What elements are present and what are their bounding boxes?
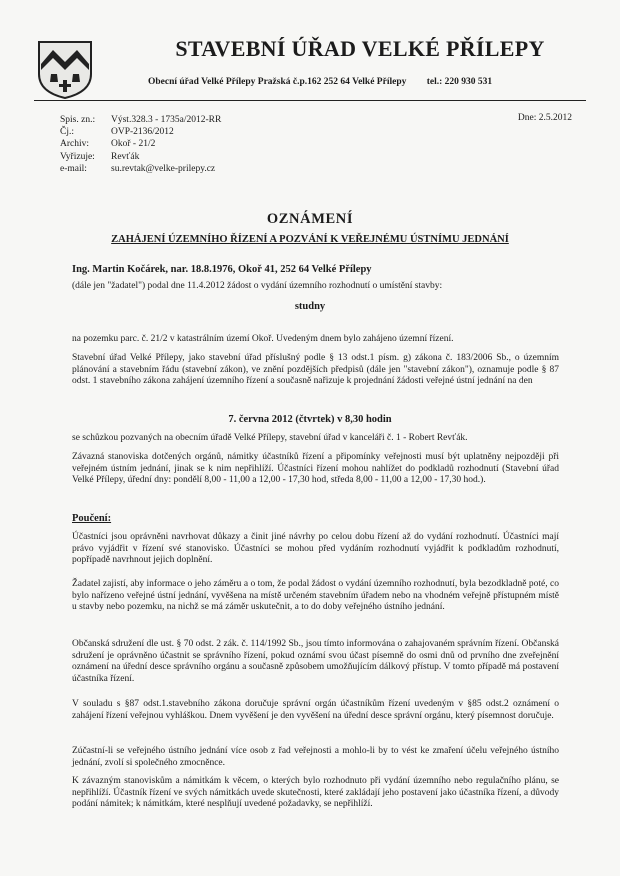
header-divider	[34, 100, 586, 101]
archiv-value: Okoř - 21/2	[111, 139, 156, 150]
phone-text: tel.: 220 930 531	[426, 77, 493, 87]
archiv-label: Archiv:	[60, 139, 90, 150]
cj-value: OVP-2136/2012	[111, 127, 174, 138]
address-text: Obecní úřad Velké Přílepy Pražská č.p.162 252 64 Velké Přílepy	[148, 77, 407, 87]
document-date: Dne: 2.5.2012	[517, 113, 572, 123]
instructions-heading: Poučení:	[72, 513, 112, 524]
cj-label: Čj.:	[60, 127, 74, 138]
meeting-date: 7. června 2012 (čtvrtek) v 8,30 hodin	[228, 414, 392, 425]
vyrizuje-value: Revťák	[111, 151, 140, 162]
reference-block	[60, 114, 221, 175]
paragraph-instruction-4: V souladu s §87 odst.1.stavebního zákona doručuje správní orgán účastníkům řízení uvedeným v §85 odst.2 oznámení o zahájení řízení veřejnou vyhláškou. Dnem vyvěšení je den vyvěšení na úřední desce správní orgánu, který písemnost doručuje.	[72, 699, 559, 721]
paragraph-office: Stavební úřad Velké Přílepy, jako stavební úřad příslušný podle § 13 odst.1 písm. g) zákona č. 183/2006 Sb., o územním plánování a stavebním řádu (stavební zákon), ve znění pozdějších předpisů (dále jen "stavební zákon"), oznamuje podle § 87 odst. 1 stavebního zákona zahájení územního řízení a současně nařizuje k projednání žádosti veřejné ústní jednání na den	[72, 353, 559, 387]
municipal-crest-icon	[35, 38, 95, 100]
paragraph-instruction-6: K závazným stanoviskům a námitkám k věcem, o kterých bylo rozhodnuto při vydání územního nebo regulačního plánu, se nepřihlíží. Účastník řízení ve svých námitkách uvede skutečnosti, které zakládají jeho postavení jako účastníka řízení, a důvody podání námitek; k námitkám, které nesplňují uvedené požadavky, se nepřihlíží.	[72, 776, 559, 810]
paragraph-instruction-1: Účastníci jsou oprávněni navrhovat důkazy a činit jiné návrhy po celou dobu řízení až do vydání rozhodnutí. Účastníci mají právo vyjádřit v řízení své stanovisko. Účastníci se mohou před vydáním rozhodnutí vyjádřit k podkladům rozhodnutí, popřípadě navrhnout jejich doplnění.	[72, 532, 559, 566]
spis-label: Spis. zn.:	[60, 115, 96, 125]
paragraph-instruction-2: Žadatel zajistí, aby informace o jeho záměru a o tom, že podal žádost o vydání územního rozhodnutí, byla bezodkladně poté, co bylo nařízeno veřejné ústní jednání, vyvěšena na místě určeném stavebním úřadem nebo na vhodném veřejně přístupném místě u stavby nebo pozemku, na nichž se má záměr uskutečnit, a to do doby veřejného ústního jednání.	[72, 579, 559, 613]
spis-value: Výst.328.3 - 1735a/2012-RR	[111, 115, 222, 125]
paragraph-instruction-5: Zúčastní-li se veřejného ústního jednání více osob z řad veřejnosti a mohlo-li by to vést ke zmaření účelu veřejného ústního jednání, zvolí si společného zmocněnce.	[72, 746, 559, 768]
office-address	[148, 77, 492, 87]
intro-line: (dále jen "žadatel") podal dne 11.4.2012 žádost o vydání územního rozhodnutí o umístění stavby:	[72, 281, 443, 291]
office-title: STAVEBNÍ ÚŘAD VELKÉ PŘÍLEPY	[175, 36, 545, 61]
document-subtitle: ZAHÁJENÍ ÚZEMNÍHO ŘÍZENÍ A POZVÁNÍ K VEŘEJNÉMU ÚSTNÍMU JEDNÁNÍ	[111, 234, 509, 245]
paragraph-location: na pozemku parc. č. 21/2 v katastrálním území Okoř. Uvedeným dnem bylo zahájeno územní řízení.	[72, 334, 454, 344]
vyrizuje-label: Vyřizuje:	[60, 151, 95, 162]
paragraph-meeting: se schůzkou pozvaných na obecním úřadě Velké Přílepy, stavební úřad v kanceláři č. 1 - Robert Revťák.	[72, 433, 468, 443]
email-value[interactable]: su.revtak@velke-prilepy.cz	[111, 163, 216, 174]
email-label: e-mail:	[60, 163, 87, 174]
paragraph-binding: Závazná stanoviska dotčených orgánů, námitky účastníků řízení a připomínky veřejnosti musí být uplatněny nejpozději při veřejném ústním jednání, jinak se k nim nepřihlíží. Účastníci řízení mohou nahlížet do podkladů rozhodnutí (Stavební úřad Velké Přílepy, úřední dny: pondělí 8,00 - 11,00 a 12,00 - 17,30 hod, středa 8,00 - 11,00 a 12,00 - 17,30 hod.).	[72, 452, 559, 486]
applicant: Ing. Martin Kočárek, nar. 18.8.1976, Okoř 41, 252 64 Velké Přílepy	[72, 264, 372, 275]
document-title: OZNÁMENÍ	[266, 211, 354, 227]
paragraph-instruction-3: Občanská sdružení dle ust. § 70 odst. 2 zák. č. 114/1992 Sb., jsou tímto informována o zahajovaném správním řízení. Občanská sdružení je oprávněno účastnit se správního řízení, pokud oznámí svou účast písemně do osmi dnů od prvního dne zveřejnění oznámení na úřední desce správního orgánu a současně způsobem umožňujícím dálkový přístup. V tomto případě má postavení účastníka řízení.	[72, 639, 559, 685]
construction-object: studny	[294, 301, 326, 312]
